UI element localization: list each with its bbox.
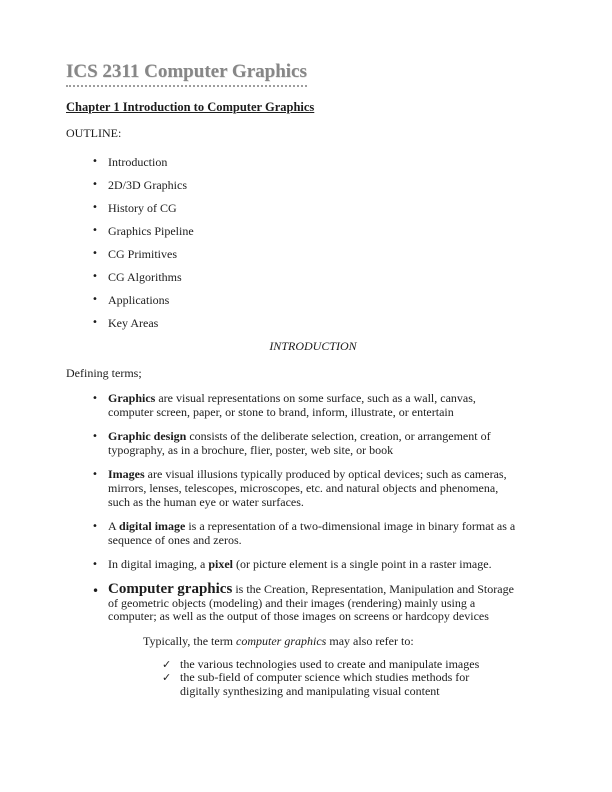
definition-term: Graphic design: [108, 429, 187, 444]
definition-term: digital image: [119, 519, 186, 534]
bullet-icon: •: [92, 156, 98, 167]
section-heading: INTRODUCTION: [269, 339, 357, 353]
outline-item-label: Key Areas: [108, 316, 159, 330]
note-pre: Typically, the term: [143, 633, 237, 648]
bullet-icon: •: [92, 202, 98, 213]
outline-list: [66, 155, 560, 330]
definition-text: are visual representations on some surface, such as a wall, canvas, computer screen, paper, or stone to brand, inform, illustrate, or entertain: [108, 391, 476, 419]
outline-item-label: Graphics Pipeline: [108, 224, 194, 238]
check-item: [162, 671, 510, 699]
note-rest: may also refer to:: [326, 633, 414, 648]
checkmark-icon: ✓: [162, 657, 172, 671]
definition-term: Computer graphics: [108, 580, 233, 597]
outline-item: [66, 247, 560, 261]
bullet-icon: •: [92, 271, 98, 282]
bullet-icon: •: [92, 179, 98, 190]
chapter-heading: Chapter 1 Introduction to Computer Graphics: [66, 100, 315, 114]
bullet-icon: •: [92, 521, 98, 533]
definitions-list: [66, 392, 560, 624]
check-item-label: the sub-field of computer science which studies methods for digitally synthesizing and manipulating visual content: [180, 670, 470, 699]
definition-term: Graphics: [108, 391, 156, 405]
course-title: ICS 2311 Computer Graphics: [66, 60, 307, 87]
definition-item: [66, 558, 518, 572]
outline-item: [66, 270, 560, 284]
definition-pre: In digital imaging, a: [108, 557, 209, 572]
outline-item-label: CG Primitives: [108, 247, 178, 261]
bullet-icon: •: [92, 248, 98, 259]
outline-item-label: History of CG: [108, 201, 177, 215]
bullet-icon: •: [92, 559, 98, 571]
definition-text: are visual illusions typically produced by optical devices; such as cameras, mirrors, lenses, telescopes, microscopes, etc. and natural objects and phenomena, such as the human eye or water surfaces.: [108, 467, 507, 509]
outline-item-label: CG Algorithms: [108, 270, 182, 284]
note-line: [143, 635, 560, 649]
definition-item: [66, 580, 518, 624]
outline-item: [66, 293, 560, 307]
outline-item-label: Introduction: [108, 155, 168, 169]
definition-text: is a representation of a two-dimensional image in binary format as a sequence of ones and zeros.: [108, 519, 516, 547]
bullet-icon: •: [92, 317, 98, 328]
definition-item: [66, 430, 518, 457]
definition-term: Images: [108, 467, 145, 482]
bullet-icon: •: [92, 294, 98, 305]
outline-item-label: Applications: [108, 293, 170, 307]
definition-text: (or picture element is a single point in a raster image.: [232, 557, 492, 572]
check-item-label: the various technologies used to create and manipulate images: [180, 656, 480, 671]
note-italic-term: computer graphics: [236, 633, 327, 648]
outline-item: [66, 201, 560, 215]
definition-item: [66, 392, 518, 419]
outline-item-label: 2D/3D Graphics: [108, 178, 187, 192]
bullet-icon: •: [92, 393, 98, 404]
definition-term: pixel: [208, 557, 233, 572]
bullet-icon: •: [92, 431, 98, 443]
definition-item: [66, 520, 518, 547]
definition-text: consists of the deliberate selection, creation, or arrangement of typography, as in a brochure, flier, poster, web site, or book: [108, 429, 491, 457]
check-list: [162, 658, 560, 699]
definition-pre: A: [108, 519, 120, 534]
definition-item: [66, 468, 518, 509]
bullet-icon: •: [92, 225, 98, 236]
definition-text: is the Creation, Representation, Manipulation and Storage of geometric objects (modeling) and their images (rendering) mainly using a computer; as well as the output of those images on screens or hardcopy devices: [108, 581, 514, 624]
checkmark-icon: ✓: [162, 671, 172, 685]
defining-terms-label: Defining terms;: [66, 366, 142, 380]
check-item: [162, 658, 510, 672]
outline-item: [66, 316, 560, 330]
outline-item: [66, 155, 560, 169]
bullet-icon: •: [92, 469, 98, 481]
bullet-icon: •: [92, 583, 100, 598]
outline-item: [66, 224, 560, 238]
outline-item: [66, 178, 560, 192]
outline-label: OUTLINE:: [66, 126, 122, 140]
